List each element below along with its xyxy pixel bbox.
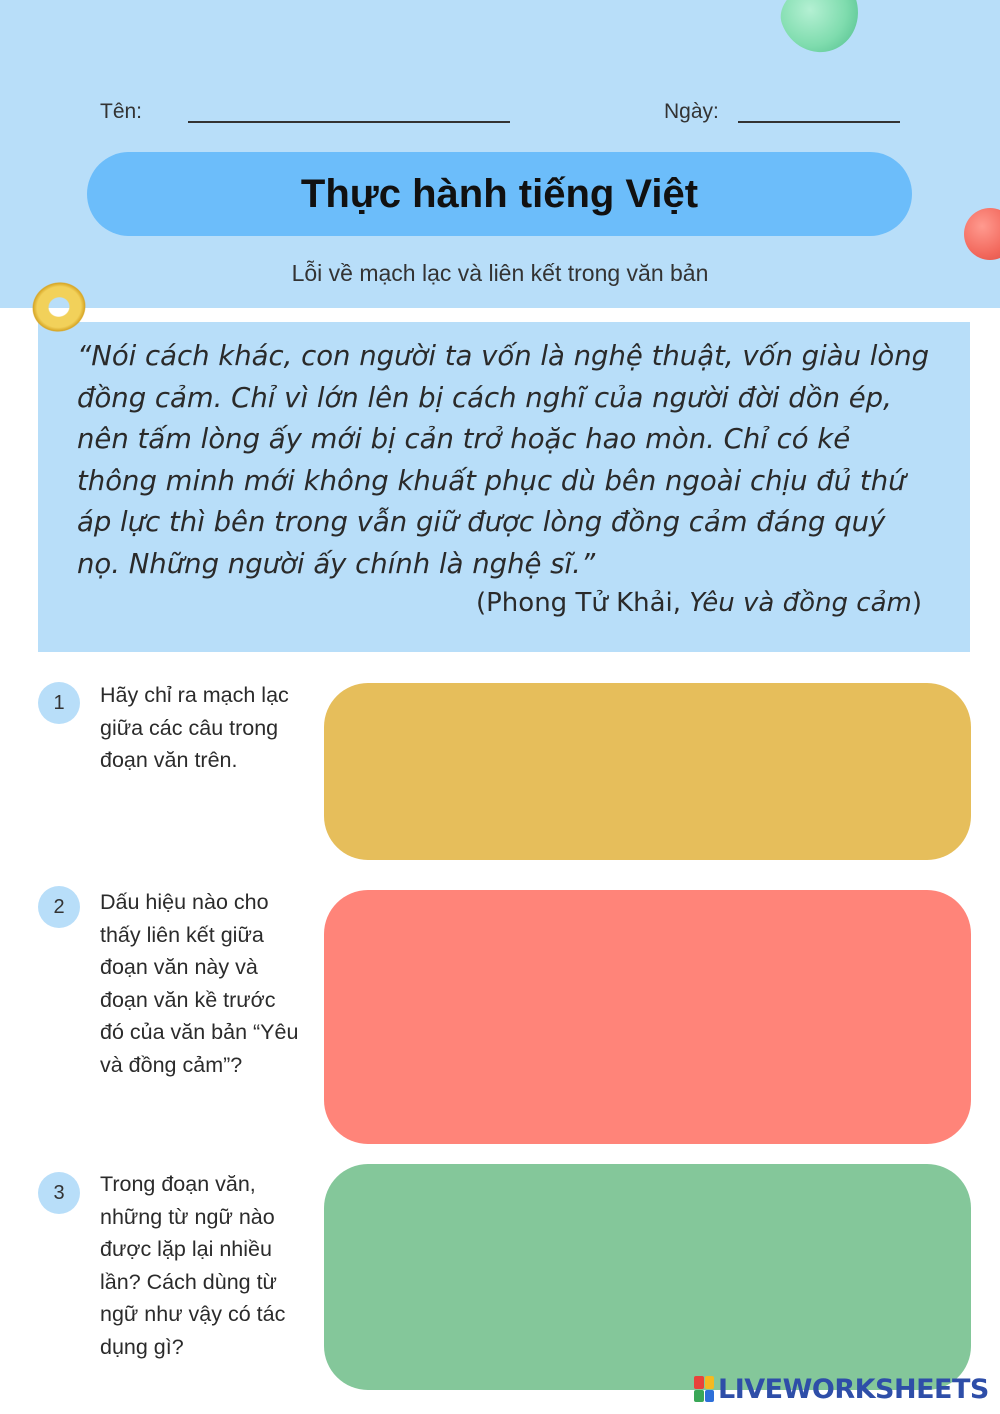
question-1-number: 1: [53, 691, 65, 714]
title-banner: [87, 152, 912, 236]
question-1-answer-box[interactable]: [324, 683, 971, 860]
question-2-number-badge: [38, 886, 80, 928]
logo-square-4: [705, 1390, 715, 1403]
page-title: Thực hành tiếng Việt: [300, 171, 699, 216]
passage-attribution: [476, 588, 922, 618]
date-field[interactable]: [738, 121, 900, 123]
logo-square-3: [694, 1390, 704, 1403]
question-1-number-badge: [38, 682, 80, 724]
name-label: Tên:: [100, 100, 143, 123]
attribution-work: Yêu và đồng cảm: [689, 588, 912, 618]
logo-text: LIVEWORKSHEETS: [718, 1373, 989, 1405]
question-2-answer-box[interactable]: [324, 890, 971, 1144]
question-2-text: Dấu hiệu nào cho thấy liên kết giữa đoạn văn này và đoạn văn kề trước đó của văn bản “Yêu và đồng cảm”?: [100, 890, 299, 1077]
liveworksheets-logo: [694, 1374, 989, 1404]
passage-quote: “Nói cách khác, con người ta vốn là nghệ thuật, vốn giàu lòng đồng cảm. Chỉ vì lớn lên bị cách nghĩ của người đời dồn ép, nên tấm lòng ấy mới bị cản trở hoặc hao mòn. Chỉ có kẻ thông minh mới không khuất phục dù bên ngoài chịu đủ thứ áp lực thì bên trong vẫn giữ được lòng đồng cảm đáng quý nọ. Những người ấy chính là nghệ sĩ.”: [77, 340, 930, 580]
page-subtitle: Lỗi về mạch lạc và liên kết trong văn bản: [291, 260, 709, 286]
question-3-text: Trong đoạn văn, những từ ngữ nào được lặp lại nhiều lần? Cách dùng từ ngữ như vậy có tác dụng gì?: [100, 1172, 286, 1359]
question-3-number: 3: [53, 1181, 65, 1204]
attribution-close: ): [911, 588, 922, 618]
question-3-number-badge: [38, 1172, 80, 1214]
question-2-number: 2: [53, 895, 65, 918]
attribution-author: (Phong Tử Khải,: [475, 588, 690, 618]
logo-square-1: [694, 1376, 704, 1389]
question-3-answer-box[interactable]: [324, 1164, 971, 1390]
date-label: Ngày:: [664, 100, 719, 123]
logo-square-2: [705, 1376, 715, 1389]
liveworksheets-icon: [694, 1376, 714, 1402]
name-field[interactable]: [188, 121, 510, 123]
question-1-text: Hãy chỉ ra mạch lạc giữa các câu trong đoạn văn trên.: [100, 683, 289, 773]
